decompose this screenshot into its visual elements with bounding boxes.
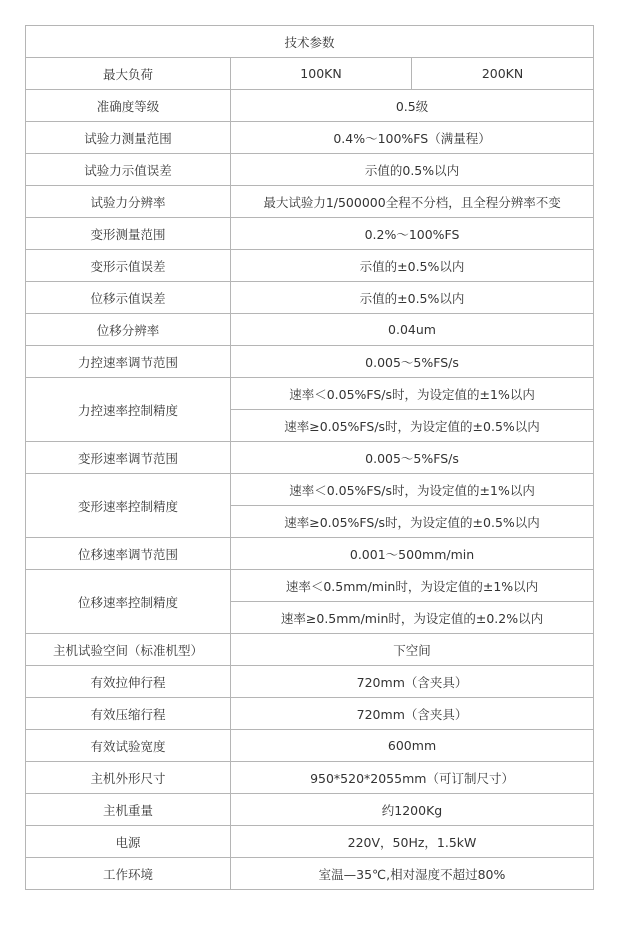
row-value: 速率≥0.5mm/min时，为设定值的±0.2%以内 (231, 602, 594, 634)
row-value: 0.2%～100%FS (231, 218, 594, 250)
row-value: 200KN (412, 58, 594, 90)
row-value: 0.005～5%FS/s (231, 442, 594, 474)
row-label: 位移速率调节范围 (26, 538, 231, 570)
row-value: 0.5级 (231, 90, 594, 122)
row-value: 示值的0.5%以内 (231, 154, 594, 186)
row-value: 最大试验力1/500000全程不分档，且全程分辨率不变 (231, 186, 594, 218)
row-label: 有效压缩行程 (26, 698, 231, 730)
row-value: 速率＜0.05%FS/s时，为设定值的±1%以内 (231, 378, 594, 410)
table-row (26, 154, 594, 186)
table-row (26, 90, 594, 122)
row-value: 速率≥0.05%FS/s时，为设定值的±0.5%以内 (231, 410, 594, 442)
row-label: 力控速率调节范围 (26, 346, 231, 378)
row-value: 室温—35℃,相对湿度不超过80% (231, 858, 594, 890)
row-label: 变形速率调节范围 (26, 442, 231, 474)
row-label: 主机重量 (26, 794, 231, 826)
row-label: 试验力测量范围 (26, 122, 231, 154)
row-value: 0.04um (231, 314, 594, 346)
table-row (26, 282, 594, 314)
table-row (26, 58, 594, 90)
table-row (26, 218, 594, 250)
row-value: 示值的±0.5%以内 (231, 282, 594, 314)
row-value: 速率＜0.05%FS/s时，为设定值的±1%以内 (231, 474, 594, 506)
row-label: 位移示值误差 (26, 282, 231, 314)
row-label: 最大负荷 (26, 58, 231, 90)
row-label: 有效拉伸行程 (26, 666, 231, 698)
row-label: 电源 (26, 826, 231, 858)
row-value: 速率＜0.5mm/min时，为设定值的±1%以内 (231, 570, 594, 602)
row-label: 变形速率控制精度 (26, 474, 231, 538)
table-row (26, 474, 594, 506)
table-header: 技术参数 (26, 26, 594, 58)
table-row (26, 858, 594, 890)
row-value: 600mm (231, 730, 594, 762)
table-row (26, 570, 594, 602)
row-label: 变形示值误差 (26, 250, 231, 282)
row-value: 约1200Kg (231, 794, 594, 826)
row-label: 变形测量范围 (26, 218, 231, 250)
row-value: 速率≥0.05%FS/s时，为设定值的±0.5%以内 (231, 506, 594, 538)
row-label: 主机试验空间（标准机型） (26, 634, 231, 666)
row-value: 220V，50Hz，1.5kW (231, 826, 594, 858)
row-value: 720mm（含夹具） (231, 666, 594, 698)
row-value: 下空间 (231, 634, 594, 666)
row-label: 准确度等级 (26, 90, 231, 122)
table-row (26, 538, 594, 570)
row-label: 力控速率控制精度 (26, 378, 231, 442)
table-row (26, 730, 594, 762)
table-header-row (26, 26, 594, 58)
table-row (26, 666, 594, 698)
row-label: 有效试验宽度 (26, 730, 231, 762)
row-label: 工作环境 (26, 858, 231, 890)
table-row (26, 346, 594, 378)
row-label: 位移分辨率 (26, 314, 231, 346)
row-label: 主机外形尺寸 (26, 762, 231, 794)
row-value: 100KN (231, 58, 412, 90)
row-value: 720mm（含夹具） (231, 698, 594, 730)
table-row (26, 442, 594, 474)
row-value: 示值的±0.5%以内 (231, 250, 594, 282)
row-label: 试验力示值误差 (26, 154, 231, 186)
table-row (26, 698, 594, 730)
table-row (26, 186, 594, 218)
row-value: 0.001～500mm/min (231, 538, 594, 570)
table-row (26, 314, 594, 346)
table-row (26, 250, 594, 282)
row-label: 位移速率控制精度 (26, 570, 231, 634)
spec-table (25, 25, 594, 890)
table-row (26, 378, 594, 410)
table-row (26, 762, 594, 794)
table-row (26, 634, 594, 666)
table-row (26, 794, 594, 826)
table-row (26, 826, 594, 858)
row-value: 0.4%～100%FS（满量程） (231, 122, 594, 154)
table-row (26, 122, 594, 154)
row-value: 950*520*2055mm（可订制尺寸） (231, 762, 594, 794)
row-value: 0.005～5%FS/s (231, 346, 594, 378)
row-label: 试验力分辨率 (26, 186, 231, 218)
